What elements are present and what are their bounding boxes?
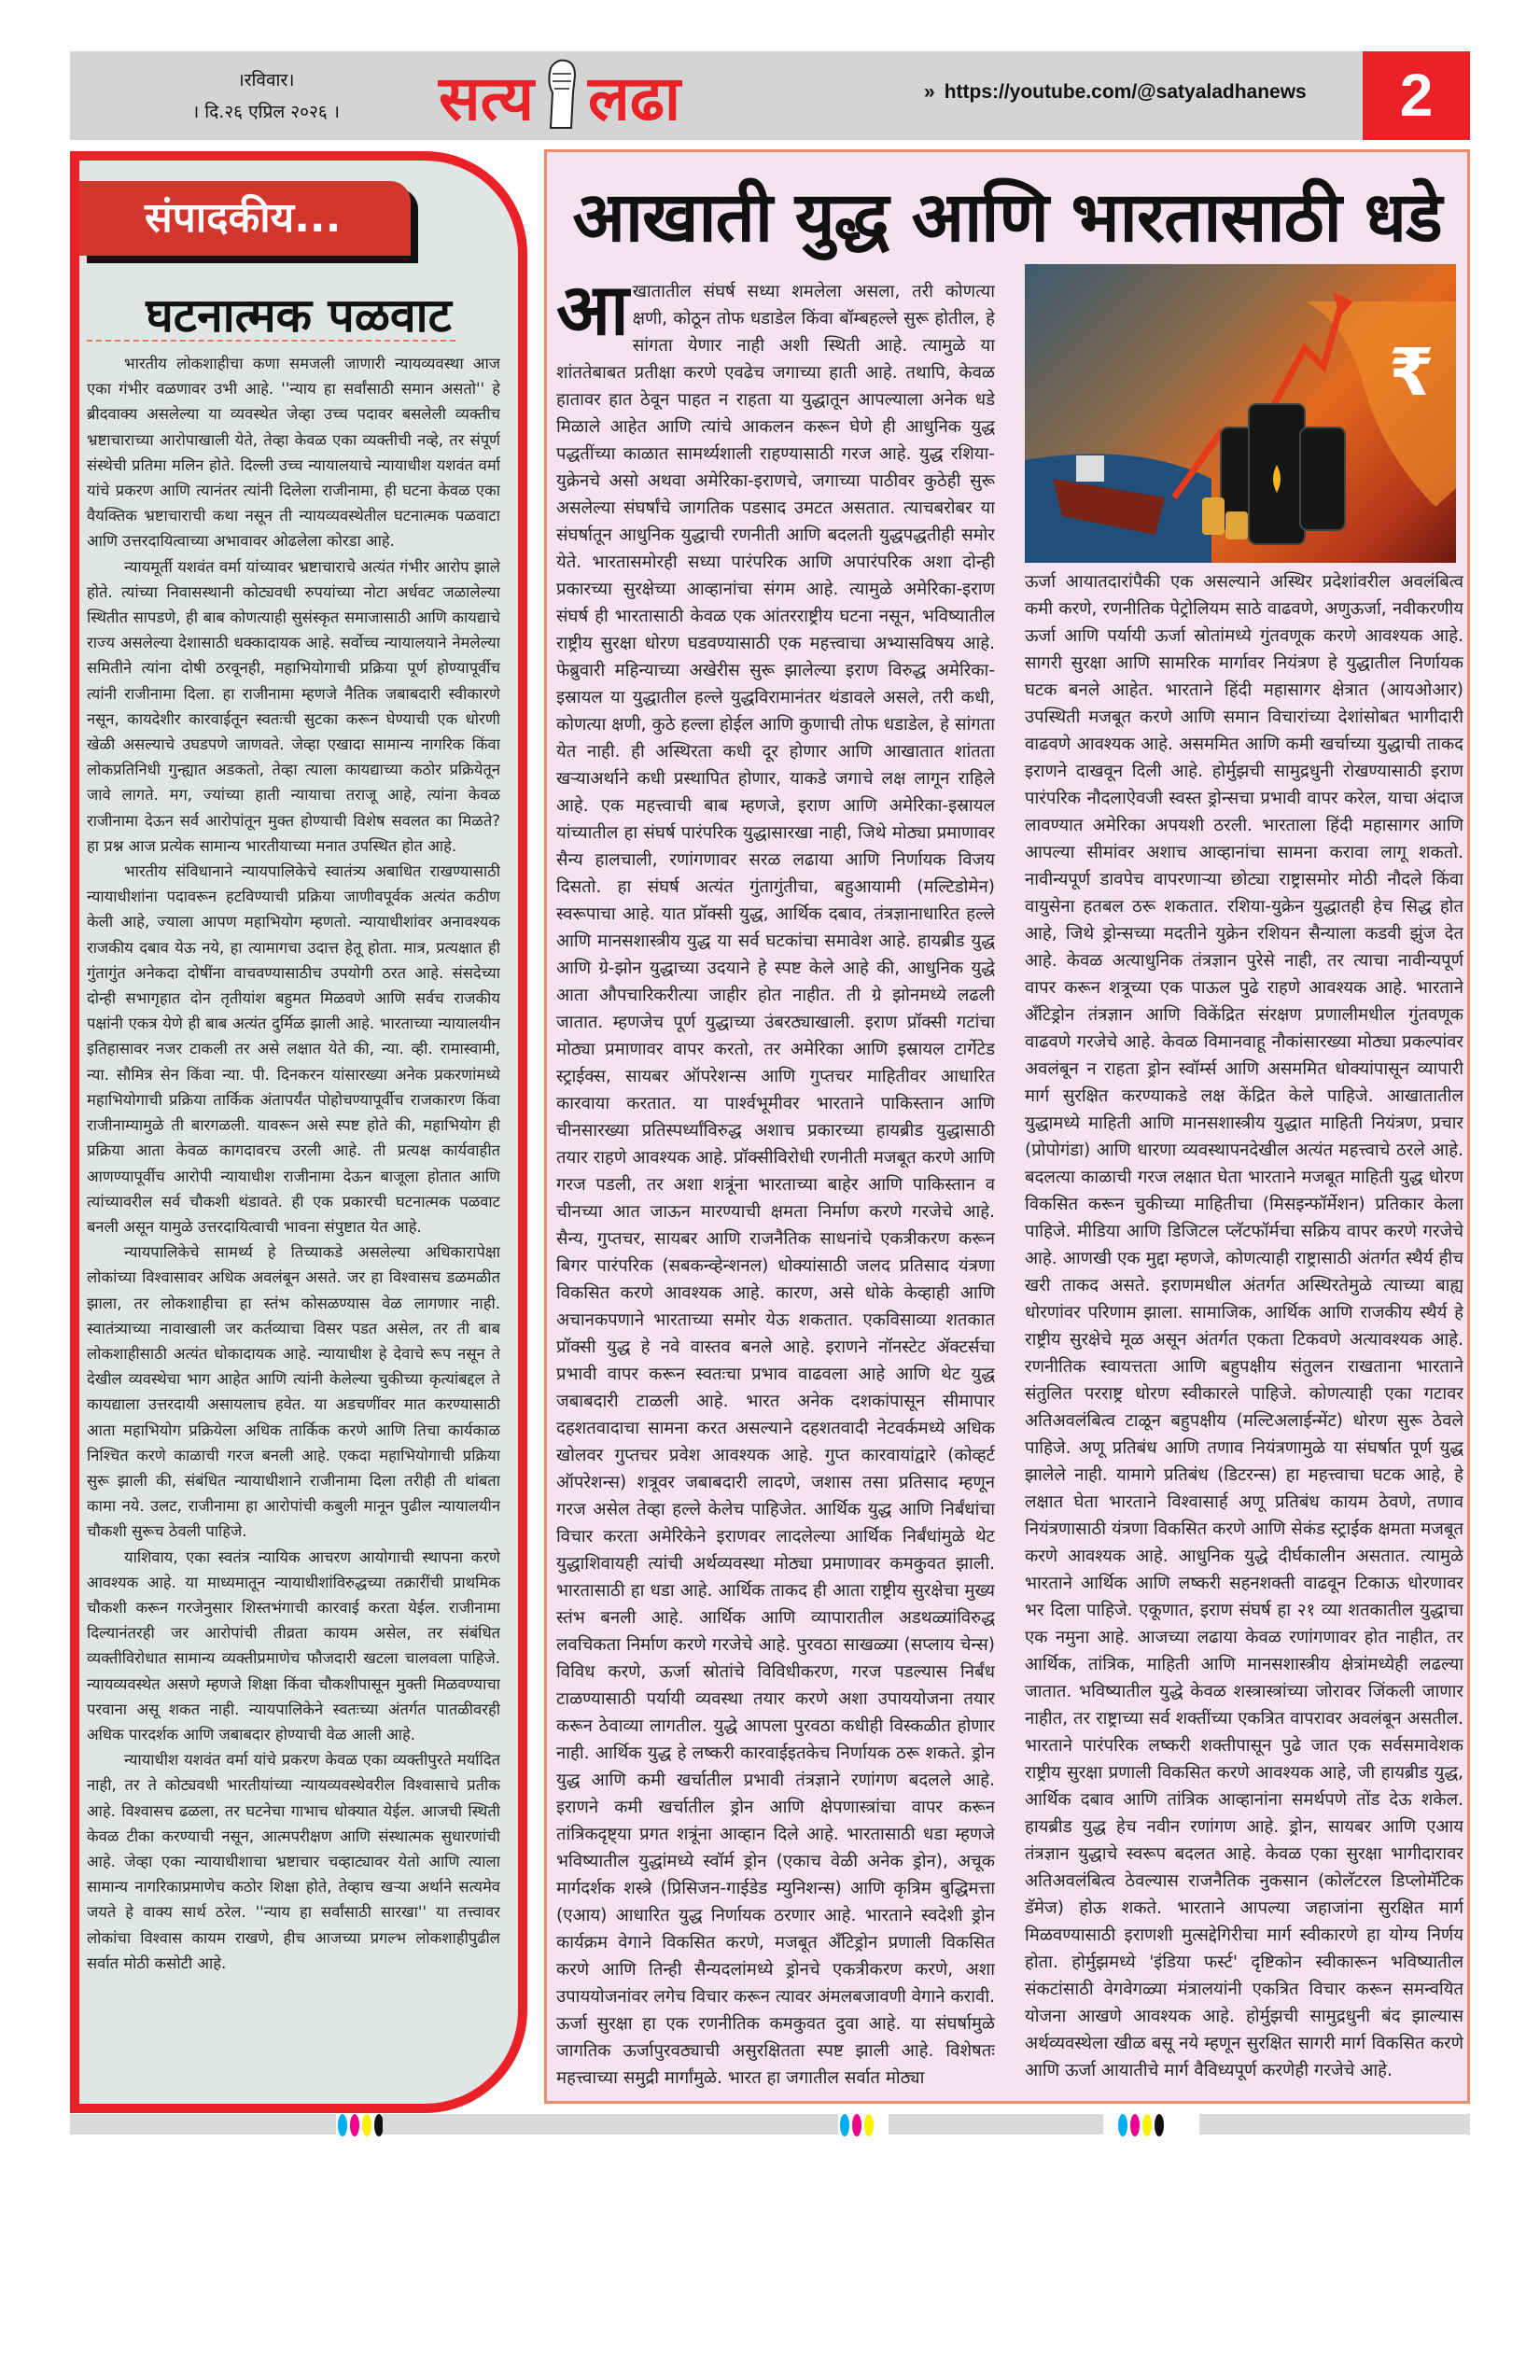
cmyk-registration-mark xyxy=(840,2114,874,2136)
cmyk-registration-mark xyxy=(338,2114,384,2136)
paragraph: भारतीय संविधानाने न्यायपालिकेचे स्वातंत्र्य अबाधित राखण्यासाठी न्यायाधीशांना पदावरून हटविण्याची प्रक्रिया जाणीवपूर्वक अत्यंत कठीण केली आहे, ज्याला आपण महाभियोग म्हणतो. न्यायाधीशांवर अनावश्यक राजकीय दबाव येऊ नये, हा त्यामागचा उदात्त हेतू होता. मात्र, प्रत्यक्षात ही गुंतागुंत अनेकदा दोषींना वाचवण्यासाठीच उपयोगी ठरत आहे. संसदेच्या दोन्ही सभागृहात दोन तृतीयांश बहुमत मिळवणे आणि सर्वच राजकीय पक्षांनी एकत्र येणे ही बाब अत्यंत दुर्मिळ झाली आहे. भारताच्या न्यायालयीन इतिहासावर नजर टाकली तर असे लक्षात येते की, न्या. व्ही. रामास्वामी, न्या. सौमित्र सेन किंवा न्या. पी. दिनकरन यांसारख्या अनेक प्रकरणांमध्ये महाभियोगाची प्रक्रिया तार्किक अंतापर्यंत पोहोचण्यापूर्वीच राजकारण किंवा राजीनाम्यामुळे ती बारगळली. यावरून असे स्पष्ट होते की, महाभियोग ही प्रक्रिया आता केवळ कागदावरच उरली आहे. ती प्रत्यक्ष कार्यवाहीत आणण्यापूर्वीच आरोपी न्यायाधीश राजीनामा देऊन बाजूला होतात आणि त्यांच्यावरील सर्व चौकशी थंडावते. ही एक प्रकारची घटनात्मक पळवाट बनली असून यामुळे उत्तरदायित्वाची भावना संपुष्टात येत आहे. xyxy=(87,862,500,1236)
newspaper-logo xyxy=(439,57,680,135)
column-text: खातातील संघर्ष सध्या शमलेला असला, तरी कोणत्या क्षणी, कोठून तोफ धडाडेल किंवा बॉम्बहल्ले सुरू होतील, हे सांगता येणार नाही अशी स्थिती आहे. त्यामुळे या शांततेबाबत प्रतीक्षा करणे एवढेच जगाच्या हाती आहे. तथापि, केवळ हातावर हात ठेवून पाहत न राहता या युद्धातून आपल्याला अनेक धडे मिळाले आहेत आणि त्यांचे आकलन करून घेणे ही आधुनिक युद्ध पद्धतींच्या काळात सामर्थ्यशाली राहण्यासाठी गरज आहे. युद्ध रशिया-युक्रेनचे असो अथवा अमेरिका-इराणचे, जगाच्या पाठीवर कुठेही सुरू असलेल्या संघर्षांचे जागतिक पडसाद उमटत असतात. त्याचबरोबर या संघर्षातून आधुनिक युद्धाची रणनीती आणि बदलती युद्धपद्धतीही समोर येते. भारतासमोरही सध्या पारंपरिक आणि अपारंपरिक अशा दोन्ही प्रकारच्या सुरक्षेच्या आव्हानांचा संगम आहे. त्यामुळे अमेरिका-इराण संघर्ष ही भारतासाठी केवळ एक आंतरराष्ट्रीय घटना नसून, भविष्यातील राष्ट्रीय सुरक्षा धोरण घडवण्यासाठी एक महत्त्वाचा अभ्यासविषय आहे. फेब्रुवारी महिन्याच्या अखेरीस सुरू झालेल्या इराण विरुद्ध अमेरिका-इस्रायल या युद्धातील हल्ले युद्धविरामानंतर थंडावले असले, तरी कधी, कोणत्या क्षणी, कुठे हल्ला होईल आणि कुणाची तोफ धडाडेल, हे सांगता येत नाही. ही अस्थिरता कधी दूर होणार आणि आखातात शांतता खऱ्याअर्थाने कधी प्रस्थापित होणार, याकडे जगाचे लक्ष लागून राहिले आहे. एक महत्त्वाची बाब म्हणजे, इराण आणि अमेरिका-इस्रायल यांच्यातील हा संघर्ष पारंपरिक युद्धासारखा नाही, जिथे मोठ्या प्रमाणावर सैन्य हालचाली, रणांगणावर सरळ लढाया आणि निर्णायक विजय दिसतो. हा संघर्ष अत्यंत गुंतागुंतीचा, बहुआयामी (मल्टिडोमेन) स्वरूपाचा आहे. यात प्रॉक्सी युद्ध, आर्थिक दबाव, तंत्रज्ञानाधारित हल्ले आणि मानसशास्त्रीय युद्ध या सर्व घटकांचा समावेश आहे. हायब्रीड युद्ध आणि ग्रे-झोन युद्धाच्या उदयाने हे स्पष्ट केले आहे की, आधुनिक युद्धे आता औपचारिकरीत्या जाहीर होत नाहीत. ती ग्रे झोनमध्ये लढली जातात. म्हणजेच पूर्ण युद्धाच्या उंबरठ्याखाली. इराण प्रॉक्सी गटांचा मोठ्या प्रमाणावर वापर करतो, तर अमेरिका आणि इस्रायल टार्गेटेड स्ट्राईक्स, सायबर ऑपरेशन्स आणि गुप्तचर माहितीवर आधारित कारवाया करतात. या पार्श्वभूमीवर भारताने पाकिस्तान आणि चीनसारख्या प्रतिस्पर्ध्यांविरुद्ध अशाच प्रकारच्या हायब्रीड युद्धासाठी तयार राहणे आवश्यक आहे. प्रॉक्सीविरोधी रणनीती मजबूत करणे आणि गरज पडली, तर अशा शत्रूंना भारताच्या बाहेर आणि पाकिस्तान व चीनच्या आत जाऊन मारण्याची क्षमता निर्माण करणे गरजेचे आहे. सैन्य, गुप्तचर, सायबर आणि राजनैतिक साधनांचे एकत्रीकरण करून बिगर पारंपरिक (सबकन्व्हेन्शनल) धोक्यांसाठी जलद प्रतिसाद यंत्रणा विकसित करणे आवश्यक आहे. कारण, असे धोके केव्हाही आणि अचानकपणाने भारताच्या समोर येऊ शकतात. एकविसाव्या शतकात प्रॉक्सी युद्ध हे नवे वास्तव बनले आहे. इराणने नॉनस्टेट ॲक्टर्सचा प्रभावी वापर करून स्वतःचा प्रभाव वाढवला आहे आणि थेट युद्ध जबाबदारी टाळली आहे. भारत अनेक दशकांपासून सीमापार दहशतवादाचा सामना करत असल्याने दहशतवादी नेटवर्कमध्ये अधिक खोलवर गुप्तचर प्रवेश आवश्यक आहे. गुप्त कारवायांद्वारे (कोव्हर्ट ऑपरेशन्स) शत्रूवर जबाबदारी लादणे, जशास तसा प्रतिसाद म्हणून गरज असेल तेव्हा हल्ले केलेच पाहिजेत. आर्थिक युद्ध आणि निर्बंधांचा विचार करता अमेरिकेने इराणवर लादलेल्या आर्थिक निर्बंधांमुळे थेट युद्धाशिवायही त्यांची अर्थव्यवस्था मोठ्या प्रमाणावर कमकुवत झाली. भारतासाठी हा धडा आहे. आर्थिक ताकद ही आता राष्ट्रीय सुरक्षेचा मुख्य स्तंभ बनली आहे. आर्थिक आणि व्यापारातील अडथळ्यांविरुद्ध लवचिकता निर्माण करणे गरजेचे आहे. पुरवठा साखळ्या (सप्लाय चेन्स) विविध करणे, ऊर्जा स्रोतांचे विविधीकरण, गरज पडल्यास निर्बंध टाळण्यासाठी पर्यायी व्यवस्था तयार करणे अशा उपाययोजना तयार करून ठेवाव्या लागतील. युद्धे आपला पुरवठा कधीही विस्कळीत होणार नाही. आर्थिक युद्ध हे लष्करी कारवाईइतकेच निर्णायक ठरू शकते. ड्रोन युद्ध आणि कमी खर्चातील प्रभावी तंत्रज्ञाने रणांगण बदलले आहे. इराणने कमी खर्चातील ड्रोन आणि क्षेपणास्त्रांचा वापर करून तांत्रिकदृष्ट्या प्रगत शत्रूंना आव्हान दिले आहे. भारतासाठी धडा म्हणजे भविष्यातील युद्धांमध्ये स्वॉर्म ड्रोन (एकाच वेळी अनेक ड्रोन), अचूक मार्गदर्शक शस्त्रे (प्रिसिजन-गाईडेड म्युनिशन्स) आणि कृत्रिम बुद्धिमत्ता (एआय) आधारित युद्ध निर्णायक ठरणार आहे. भारताने स्वदेशी ड्रोन कार्यक्रम वेगाने विकसित करणे, मजबूत अँटिड्रोन प्रणाली विकसित करणे आणि तिन्ही सैन्यदलांमध्ये ड्रोनचे एकत्रीकरण करणे, अशा उपाययोजनांवर लगेच विचार करून त्यावर अंमलबजावणी वेगाने करावी. ऊर्जा सुरक्षा हा एक रणनीतिक कमकुवत दुवा आहे. या संघर्षामुळे जागतिक ऊर्जापुरवठ्याची असुरक्षितता स्पष्ट झाली आहे. विशेषतः महत्त्वाच्या समुद्री मार्गांमुळे. भारत हा जगातील सर्वात मोठ्या xyxy=(556,282,995,2088)
print-strip xyxy=(889,2114,1103,2135)
paragraph: न्यायाधीश यशवंत वर्मा यांचे प्रकरण केवळ एका व्यक्तीपुरते मर्यादित नाही, तर ते कोट्यवधी भारतीयांच्या न्यायव्यवस्थेवरील विश्वासाचे प्रतीक आहे. विश्वासच ढळला, तर घटनेचा गाभाच धोक्यात येईल. आजची स्थिती केवळ टीका करण्याची नसून, आत्मपरीक्षण आणि संस्थात्मक सुधारणांची आहे. जेव्हा एका न्यायाधीशाचा भ्रष्टाचार चव्हाट्यावर येतो आणि त्याला सामान्य नागरिकाप्रमाणेच कठोर शिक्षा होते, तेव्हाच खऱ्या अर्थाने सत्यमेव जयते हे वाक्य सार्थ ठरेल. ''न्याय हा सर्वांसाठी सारखा'' या तत्त्वावर लोकांचा विश्वास कायम राखणे, हीच आजच्या प्रगल्भ लोकशाहीपुढील सर्वात मोठी कसोटी आहे. xyxy=(87,1751,500,1972)
logo-word-1: सत्य xyxy=(439,62,535,134)
print-strip xyxy=(70,2114,336,2135)
article-column-2 xyxy=(1025,264,1463,2089)
masthead-band xyxy=(70,51,1363,140)
paragraph: न्यायमूर्ती यशवंत वर्मा यांच्यावर भ्रष्टाचाराचे अत्यंत गंभीर आरोप झाले होते. त्यांच्या निवासस्थानी कोट्यवधी रुपयांच्या नोटा अर्धवट जळालेल्या स्थितीत सापडणे, ही बाब कोणत्याही सुसंस्कृत समाजासाठी आणि कायद्याचे राज्य असलेल्या देशासाठी धक्कादायक आहे. सर्वोच्च न्यायालयाने नेमलेल्या समितीने त्यांना दोषी ठरवूनही, महाभियोगाची प्रक्रिया पूर्ण होण्यापूर्वीच त्यांनी राजीनामा दिला. हा राजीनामा म्हणजे नैतिक जबाबदारी स्वीकारणे नसून, कायदेशीर कारवाईतून स्वतःची सुटका करून घेण्याची एक धोरणी खेळी असल्याचे उघडपणे जाणवते. जेव्हा एखादा सामान्य नागरिक किंवा लोकप्रतिनिधी गुन्ह्यात अडकतो, तेव्हा त्याला कायद्याच्या कठोर प्रक्रियेतून जावे लागते. मग, ज्यांच्या हाती न्यायाचा तराजू आहे, त्यांना केवळ राजीनामा देऊन सर्व आरोपांतून मुक्त होण्याची विशेष सवलत का मिळते? हा प्रश्न आज प्रत्येक सामान्य भारतीयाच्या मनात उपस्थित होत आहे. xyxy=(87,557,500,855)
print-strip xyxy=(1199,2114,1470,2135)
issue-date xyxy=(173,64,359,128)
main-article xyxy=(544,149,1470,2104)
date-label: । दि.२६ एप्रिल २०२६ । xyxy=(191,102,340,122)
svg-text:₹: ₹ xyxy=(1389,334,1435,411)
logo-word-2: लढा xyxy=(588,62,681,134)
print-strip xyxy=(383,2114,838,2135)
page-number: 2 xyxy=(1363,51,1470,140)
editorial-title: घटनात्मक पळवाट xyxy=(146,288,452,343)
paragraph: याशिवाय, एका स्वतंत्र न्यायिक आचरण आयोगाची स्थापना करणे आवश्यक आहे. या माध्यमातून न्यायाधीशांविरुद्धच्या तक्रारींची प्राथमिक चौकशी करून गरजेनुसार शिस्तभंगाची कारवाई करता येईल. राजीनामा दिल्यानंतरही जर आरोपांची तीव्रता कायम असेल, तर संबंधित व्यक्तीविरोधात सामान्य व्यक्तीप्रमाणेच फौजदारी खटला चालवला पाहिजे. न्यायव्यवस्थेत असणे म्हणजे शिक्षा किंवा चौकशीपासून मुक्ती मिळवण्याचा परवाना असू शकत नाही. न्यायपालिकेने स्वतःच्या अंतर्गत पातळीवरही अधिक पारदर्शक आणि जबाबदार होण्याची वेळ आली आहे. xyxy=(87,1547,500,1743)
youtube-link[interactable] xyxy=(924,81,1316,104)
editorial-body xyxy=(87,351,500,2078)
double-chevron-right-icon: » xyxy=(924,81,935,103)
raised-fist-icon xyxy=(538,55,584,130)
url-text: https://youtube.com/@satyaladhanews xyxy=(944,81,1307,103)
paragraph: न्यायपालिकेचे सामर्थ्य हे तिच्याकडे असलेल्या अधिकारापेक्षा लोकांच्या विश्वासावर अधिक अवलंबून असते. जर हा विश्वासच डळमळीत झाला, तर लोकशाहीचा हा स्तंभ कोसळण्यास वेळ लागणार नाही. स्वातंत्र्याच्या नावाखाली जर कर्तव्याचा विसर पडत असेल, तर ती बाब लोकशाहीसाठी अत्यंत धोकादायक आहे. न्यायाधीश हे देवाचे रूप नसून ते देखील व्यवस्थेचा भाग आहेत आणि त्यांनी केलेल्या चुकीच्या कृत्यांबद्दल ते कायद्याला उत्तरदायी असायलाच हवेत. या अडचणींवर मात करण्यासाठी आता महाभियोग प्रक्रियेला अधिक तार्किक करणे आणि तिचा कार्यकाळ निश्चित करणे काळाची गरज बनली आहे. एकदा महाभियोगाची प्रक्रिया सुरू झाली की, संबंधित न्यायाधीशाने राजीनामा दिला तरीही ती थांबता कामा नये. उलट, राजीनामा हा आरोपांची कबुली मानून पुढील न्यायालयीन चौकशी सुरूच ठेवली पाहिजे. xyxy=(87,1243,500,1541)
article-column-1 xyxy=(556,278,995,2089)
oil-barrels-rupee-map-illustration-icon xyxy=(1025,264,1456,563)
paragraph: भारतीय लोकशाहीचा कणा समजली जाणारी न्यायव्यवस्था आज एका गंभीर वळणावर उभी आहे. ''न्याय हा सर्वांसाठी समान असतो'' हे ब्रीदवाक्य असलेल्या या व्यवस्थेत जेव्हा उच्च पदावर बसलेली व्यक्तीच भ्रष्टाचाराच्या आरोपाखाली येते, तेव्हा केवळ एका व्यक्तीची नव्हे, तर संपूर्ण संस्थेची प्रतिमा मलिन होते. दिल्ली उच्च न्यायालयाचे न्यायाधीश यशवंत वर्मा यांचे प्रकरण आणि त्यानंतर त्यांनी दिलेला राजीनामा, ही घटना केवळ एका वैयक्तिक भ्रष्टाचाराची कथा नसून ती न्यायव्यवस्थेतील घटनात्मक पळवाटा आणि उत्तरदायित्वाच्या अभावावर ओढलेला कोरडा आहे. xyxy=(87,355,500,551)
article-headline: आखाती युद्ध आणि भारतासाठी धडे xyxy=(572,177,1442,258)
editorial-box xyxy=(70,151,527,2113)
day-label: ।रविवार। xyxy=(237,70,295,91)
drop-cap: आ xyxy=(556,278,629,351)
title-divider xyxy=(87,340,455,342)
cmyk-registration-mark xyxy=(1118,2114,1164,2136)
column-text: ऊर्जा आयातदारांपैकी एक असल्याने अस्थिर प्रदेशांवरील अवलंबित्व कमी करणे, रणनीतिक पेट्रोलियम साठे वाढवणे, अणुऊर्जा, नवीकरणीय ऊर्जा आणि पर्यायी ऊर्जा स्रोतांमध्ये गुंतवणूक करणे आवश्यक आहे. सागरी सुरक्षा आणि सामरिक मार्गावर नियंत्रण हे युद्धातील निर्णायक घटक बनले आहेत. भारताने हिंदी महासागर क्षेत्रात (आयओआर) उपस्थिती मजबूत करणे आणि समान विचारांच्या देशांसोबत भागीदारी वाढवणे आवश्यक आहे. असममित आणि कमी खर्चाच्या युद्धाची ताकद इराणने दाखवून दिली आहे. होर्मुझची सामुद्रधुनी रोखण्यासाठी इराण पारंपरिक नौदलाऐवजी स्वस्त ड्रोन्सचा प्रभावी वापर करेल, याचा अंदाज लावण्यात अमेरिका अपयशी ठरली. भारताला हिंदी महासागर आणि आपल्या सीमांवर अशाच आव्हानांचा सामना करावा लागू शकतो. नावीन्यपूर्ण डावपेच वापरणाऱ्या छोट्या राष्ट्रासमोर मोठी नौदले किंवा वायुसेना हतबल ठरू शकतात. रशिया-युक्रेन युद्धातही हेच सिद्ध होत आहे, जिथे ड्रोन्सच्या मदतीने युक्रेन रशियन सैन्याला कडवी झुंज देत आहे. केवळ अत्याधुनिक तंत्रज्ञान पुरेसे नाही, तर त्याचा नावीन्यपूर्ण वापर करून शत्रूच्या एक पाऊल पुढे राहणे आवश्यक आहे. भारताने अँटिड्रोन तंत्रज्ञान आणि विकेंद्रित संरक्षण प्रणालीमधील गुंतवणूक वाढवणे गरजेचे आहे. केवळ विमानवाहू नौकांसारख्या मोठ्या प्रकल्पांवर अवलंबून न राहता ड्रोन स्वॉर्म्स आणि असममित धोक्यांपासून व्यापारी मार्ग सुरक्षित करण्याकडे लक्ष केंद्रित केले पाहिजे. आखातातील युद्धामध्ये माहिती आणि मानसशास्त्रीय युद्धात माहिती नियंत्रण, प्रचार (प्रोपोगंडा) आणि धारणा व्यवस्थापनदेखील अत्यंत महत्त्वाचे ठरले आहे. बदलत्या काळाची गरज लक्षात घेता भारताने मजबूत माहिती युद्ध धोरण विकसित करून चुकीच्या माहितीचा (मिसइन्फॉर्मेशन) प्रतिकार केला पाहिजे. मीडिया आणि डिजिटल प्लॅटफॉर्मचा सक्रिय वापर करणे गरजेचे आहे. आणखी एक मुद्दा म्हणजे, कोणत्याही राष्ट्रासाठी अंतर्गत स्थैर्य हीच खरी ताकद असते. इराणमधील अंतर्गत अस्थिरतेमुळे त्याच्या बाह्य धोरणांवर परिणाम झाला. सामाजिक, आर्थिक आणि राजकीय स्थैर्य हे राष्ट्रीय सुरक्षेचे मूळ असून अंतर्गत एकता टिकवणे अत्यावश्यक आहे. रणनीतिक स्वायत्तता आणि बहुपक्षीय संतुलन राखताना भारताने संतुलित परराष्ट्र धोरण स्वीकारले पाहिजे. कोणत्याही एका गटावर अतिअवलंबित्व टाळून बहुपक्षीय (मल्टिअलाईन्मेंट) धोरण सुरू ठेवले पाहिजे. अणू प्रतिबंध आणि तणाव नियंत्रणामुळे या संघर्षात पूर्ण युद्ध झालेले नाही. यामागे प्रतिबंध (डिटरन्स) हा महत्त्वाचा घटक आहे, हे लक्षात घेता भारताने विश्वासार्ह अणू प्रतिबंध कायम ठेवणे, तणाव नियंत्रणासाठी यंत्रणा विकसित करणे आणि सेकंड स्ट्राईक क्षमता मजबूत करणे आवश्यक आहे. आधुनिक युद्धे दीर्घकालीन असतात. त्यामुळे भारताने आर्थिक आणि लष्करी सहनशक्ती वाढवून टिकाऊ धोरणावर भर दिला पाहिजे. एकूणात, इराण संघर्ष हा २१ व्या शतकातील युद्धाचा एक नमुना आहे. आजच्या लढाया केवळ रणांगणावर होत नाहीत, तर आर्थिक, तांत्रिक, माहिती आणि मानसशास्त्रीय क्षेत्रांमध्येही लढल्या जातात. भविष्यातील युद्धे केवळ शस्त्रास्त्रांच्या जोरावर जिंकली जाणार नाहीत, तर राष्ट्राच्या सर्व शक्तींच्या एकत्रित वापरावर अवलंबून असतील. भारताने पारंपरिक लष्करी शक्तीपासून पुढे जात एक सर्वसमावेशक राष्ट्रीय सुरक्षा प्रणाली विकसित करणे आवश्यक आहे, जी हायब्रीड युद्ध, आर्थिक दबाव आणि तांत्रिक आव्हानांना समर्थपणे तोंड देऊ शकेल. हायब्रीड युद्ध हेच नवीन रणांगण आहे. ड्रोन, सायबर आणि एआय तंत्रज्ञान युद्धाचे स्वरूप बदलत आहे. केवळ एका सुरक्षा भागीदारावर अतिअवलंबित्व ठेवल्यास राजनैतिक नुकसान (कोलॅटरल डिप्लोमॅटिक डॅमेज) होऊ शकते. भारताने आपल्या जहाजांना सुरक्षित मार्ग मिळवण्यासाठी इराणशी मुत्सद्देगिरीचा मार्ग स्वीकारणे हा योग्य निर्णय होता. होर्मुझमध्ये 'इंडिया फर्स्ट' दृष्टिकोन स्वीकारून भविष्यातील संकटांसाठी वेगवेगळ्या मंत्रालयांनी एकत्रित विचार करून समन्वयित योजना आखणे आवश्यक आहे. होर्मुझची सामुद्रधुनी बंद झाल्यास अर्थव्यवस्थेला खीळ बसू नये म्हणून सुरक्षित सागरी मार्ग विकसित करणे आणि ऊर्जा आयातीचे मार्ग वैविध्यपूर्ण करणेही गरजेचे आहे. xyxy=(1025,572,1463,2080)
editorial-tag: संपादकीय... xyxy=(79,181,411,256)
